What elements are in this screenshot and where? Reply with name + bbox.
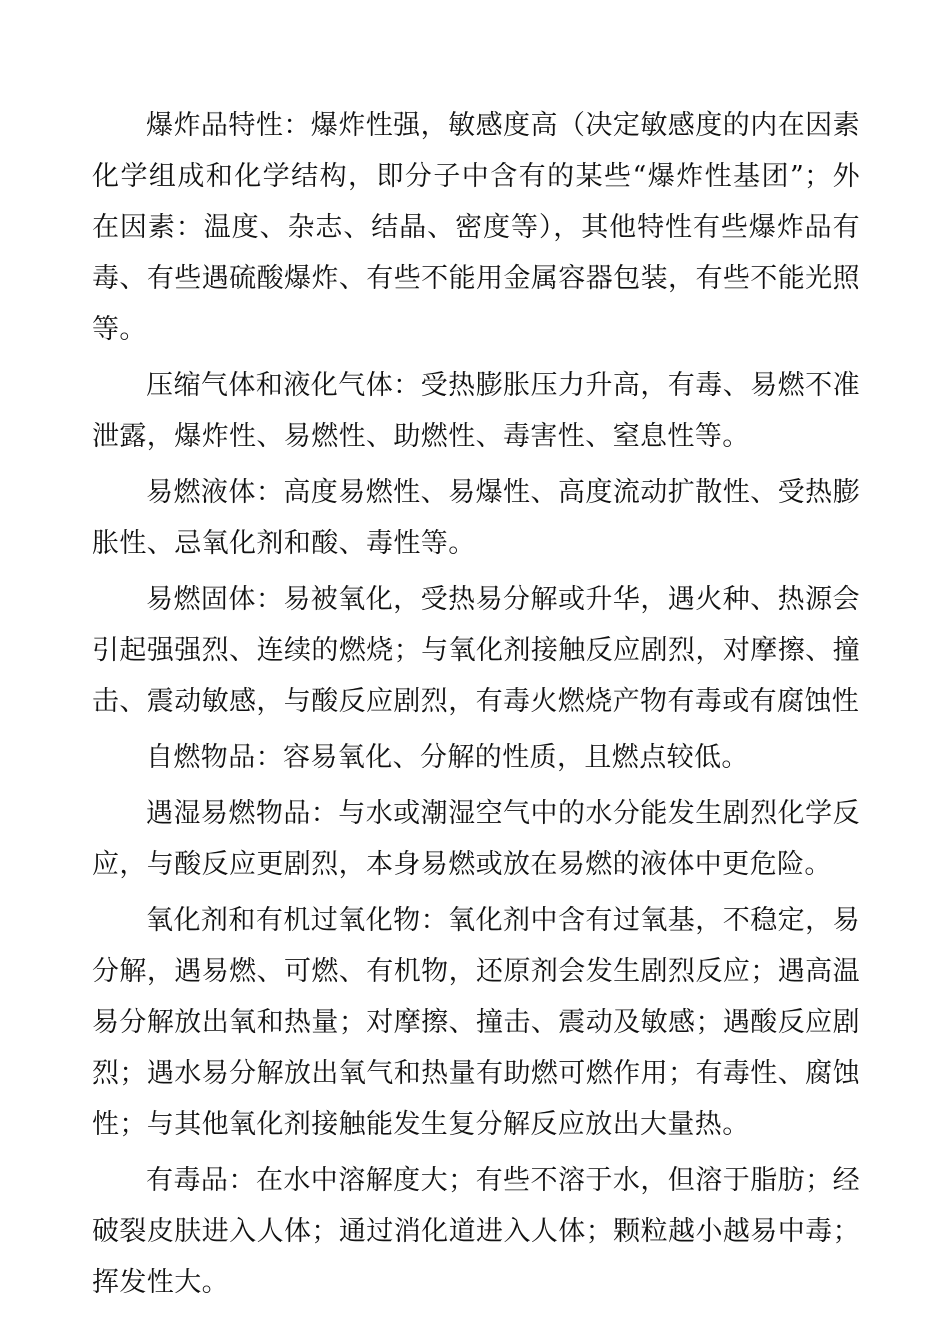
paragraph-spontaneous-combustion: 自燃物品：容易氧化、分解的性质，且燃点较低。 — [146, 742, 749, 773]
paragraph-water-reactive: 遇湿易燃物品：与水或潮湿空气中的水分能发生剧烈化学反应，与酸反应更剧烈，本身易燃或放在易燃的液体中更危险。 — [92, 798, 860, 880]
paragraph-flammable-liquids: 易燃液体：高度易燃性、易爆性、高度流动扩散性、受热膨胀性、忌氧化剂和酸、毒性等。 — [92, 477, 860, 559]
document-body — [92, 100, 860, 1313]
paragraph-compressed-gases: 压缩气体和液化气体：受热膨胀压力升高，有毒、易燃不准泄露，爆炸性、易燃性、助燃性、毒害性、窒息性等。 — [92, 370, 860, 452]
paragraph-oxidizers: 氧化剂和有机过氧化物：氧化剂中含有过氧基，不稳定，易分解，遇易燃、可燃、有机物，还原剂会发生剧烈反应；遇高温易分解放出氧和热量；对摩擦、撞击、震动及敏感；遇酸反应剧烈；遇水易分解放出氧气和热量有助燃可燃作用；有毒性、腐蚀性；与其他氧化剂接触能发生复分解反应放出大量热。 — [92, 905, 860, 1140]
paragraph-explosives: 爆炸品特性：爆炸性强，敏感度高（决定敏感度的内在因素化学组成和化学结构，即分子中含有的某些“爆炸性基团”；外在因素：温度、杂志、结晶、密度等），其他特性有些爆炸品有毒、有些遇硫酸爆炸、有些不能用金属容器包装，有些不能光照等。 — [92, 110, 860, 345]
paragraph-toxic-substances: 有毒品：在水中溶解度大；有些不溶于水，但溶于脂肪；经破裂皮肤进入人体；通过消化道进入人体；颗粒越小越易中毒；挥发性大。 — [92, 1165, 860, 1298]
paragraph-flammable-solids: 易燃固体：易被氧化，受热易分解或升华，遇火种、热源会引起强强烈、连续的燃烧；与氧化剂接触反应剧烈，对摩擦、撞击、震动敏感，与酸反应剧烈，有毒火燃烧产物有毒或有腐蚀性 — [92, 584, 860, 717]
